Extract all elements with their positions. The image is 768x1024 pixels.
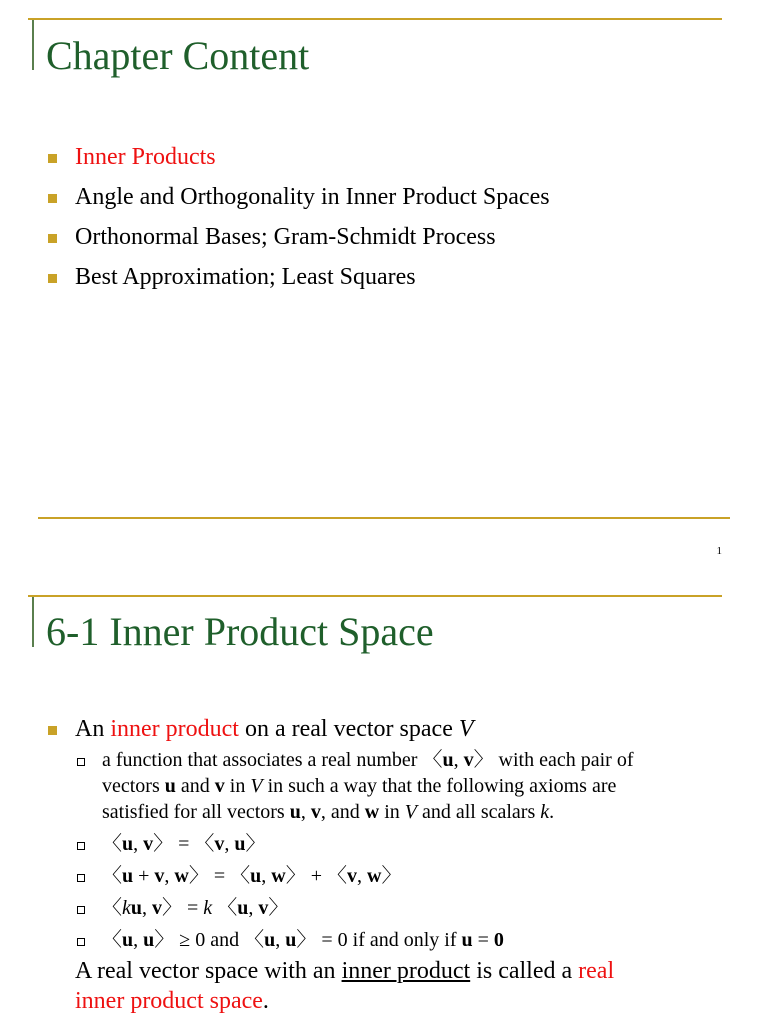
inner-product-term: inner product (110, 716, 239, 742)
definition-line-1 (102, 748, 634, 773)
text: 〉 ≥ 0 and 〈 (154, 929, 265, 951)
slide-1-title: Chapter Content (46, 33, 310, 78)
vector-u: u (164, 775, 176, 797)
content-item-1: Inner Products (75, 144, 216, 170)
text: is called a (470, 958, 579, 984)
vector-v: v (214, 775, 225, 797)
vector-u: u (461, 929, 473, 951)
text: , (275, 929, 286, 951)
vector-u: u (122, 929, 134, 951)
vector-v: v (463, 749, 474, 771)
scalar-k: k (203, 897, 213, 919)
text: a function that associates a real number (102, 749, 423, 771)
vector-w: w (364, 801, 380, 823)
text: , (453, 749, 464, 771)
vector-v: v (152, 897, 163, 919)
vector-u: u (234, 833, 246, 855)
vector-v: v (258, 897, 269, 919)
scalar-k: k (540, 801, 550, 823)
vector-v: v (143, 833, 154, 855)
vector-w: w (271, 865, 286, 887)
text: 〉 + 〈 (285, 865, 347, 887)
text: in (379, 801, 405, 823)
definition-line-3 (102, 800, 554, 825)
space-symbol: V (404, 801, 417, 823)
vector-u: u (264, 929, 276, 951)
vector-u: u (442, 749, 454, 771)
real-term: real (578, 958, 615, 984)
content-item-3: Orthonormal Bases; Gram-Schmidt Process (75, 224, 496, 250)
scalar-k: k (122, 897, 131, 919)
text: , (357, 865, 367, 887)
vector-v: v (154, 865, 165, 887)
text: satisfied for all vectors (102, 801, 290, 823)
vector-w: w (174, 865, 189, 887)
vector-u: u (237, 897, 249, 919)
axiom-positivity (102, 928, 504, 953)
sub-bullet-icon (77, 906, 85, 914)
text: . (549, 801, 555, 823)
vector-u: u (130, 897, 143, 919)
text: 〈 (102, 865, 122, 887)
axiom-additivity (102, 864, 401, 889)
text: 〈 (102, 833, 122, 855)
sub-bullet-icon (77, 874, 85, 882)
text: 〉 = 〈 (188, 865, 251, 887)
text: , (133, 929, 144, 951)
text: , and (320, 801, 365, 823)
text: vectors (102, 775, 165, 797)
vector-v: v (310, 801, 321, 823)
sub-bullet-icon (77, 938, 85, 946)
content-item-4: Best Approximation; Least Squares (75, 264, 416, 290)
definition-line-2 (102, 774, 616, 799)
text: , (224, 833, 235, 855)
text: , (300, 801, 311, 823)
space-symbol: V (458, 716, 474, 742)
text: A real vector space with an (75, 958, 342, 984)
bullet-icon (48, 726, 57, 735)
text: and all scalars (416, 801, 541, 823)
text: = (472, 929, 494, 951)
sub-bullet-icon (77, 842, 85, 850)
text: 〉 with each pair of (473, 749, 634, 771)
conclusion-line-2 (75, 988, 269, 1014)
axiom-homogeneity (102, 896, 288, 921)
intro-prefix: An (75, 716, 111, 742)
text: + (133, 865, 155, 887)
text: , (133, 833, 144, 855)
vector-u: u (289, 801, 301, 823)
text: 〈 (102, 897, 122, 919)
text: 〉 (268, 897, 289, 919)
text: 〉 = 0 if and only if (296, 929, 462, 951)
vector-u: u (122, 833, 134, 855)
text: and (175, 775, 215, 797)
slide-2-title: 6-1 Inner Product Space (46, 609, 434, 654)
text: 〈 (422, 749, 443, 771)
vector-u: u (143, 929, 155, 951)
zero-vector: 0 (493, 929, 504, 951)
text: 〉 = 〈 (153, 833, 215, 855)
inner-product-term: inner product (341, 958, 471, 984)
text: , (248, 897, 259, 919)
content-item-2: Angle and Orthogonality in Inner Product Spaces (75, 184, 550, 210)
inner-product-space-term: inner product space (75, 988, 263, 1014)
text: , (261, 865, 272, 887)
slide-2-left-rule (32, 597, 34, 647)
intro-line (75, 716, 474, 742)
vector-v: v (214, 833, 225, 855)
text: 〈 (102, 929, 122, 951)
axiom-symmetry (102, 832, 266, 857)
space-symbol: V (250, 775, 263, 797)
vector-u: u (250, 865, 262, 887)
sub-bullet-icon (77, 758, 85, 766)
conclusion-line-1 (75, 958, 614, 984)
text: 〉 = (162, 897, 204, 919)
vector-w: w (367, 865, 382, 887)
intro-suffix: on a real vector space (238, 716, 459, 742)
vector-v: v (347, 865, 357, 887)
slide-2-top-rule (28, 595, 722, 597)
text: , (164, 865, 175, 887)
text: in such a way that the following axioms are (262, 775, 617, 797)
text: in (224, 775, 251, 797)
text: 〉 (245, 833, 266, 855)
text: 〉 (381, 865, 402, 887)
text: . (262, 988, 269, 1014)
text: 〈 (212, 897, 238, 919)
vector-u: u (122, 865, 134, 887)
text: , (142, 897, 153, 919)
page-number: 1 (716, 545, 722, 557)
vector-u: u (285, 929, 297, 951)
